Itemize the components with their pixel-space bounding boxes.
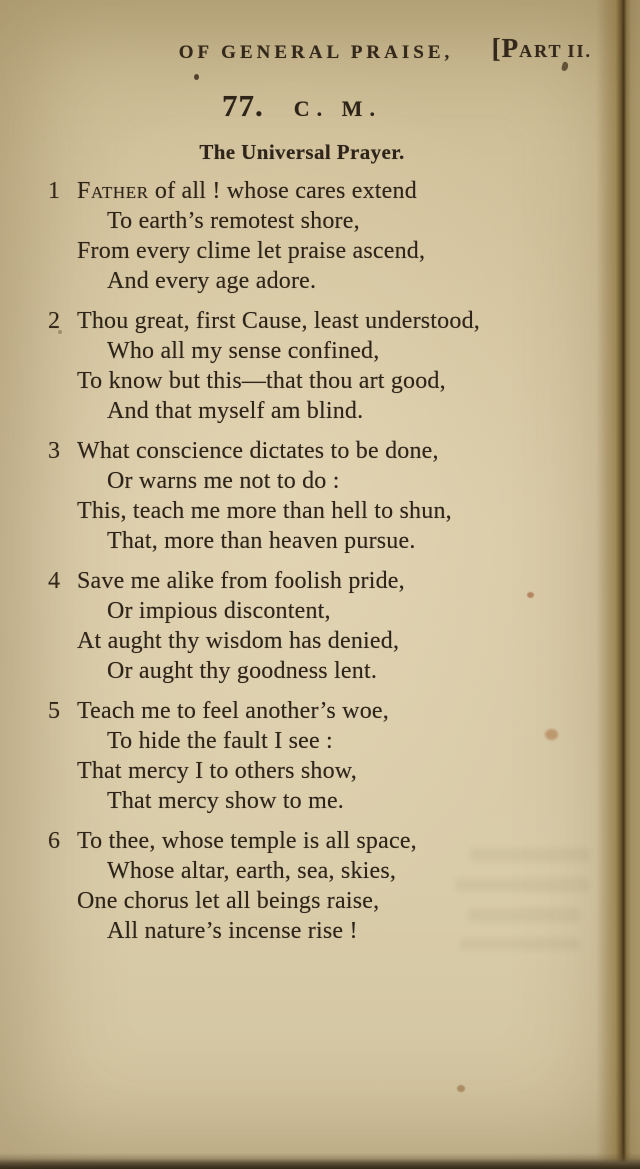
stanza-line: Or warns me not to do : <box>107 468 340 494</box>
stanza-6 <box>50 826 580 946</box>
hymn-text <box>50 176 580 956</box>
stanza-4 <box>50 566 580 686</box>
hymn-number: 77. <box>222 88 264 123</box>
page-edge-right <box>596 0 640 1169</box>
stanza-line <box>77 176 580 206</box>
stanza-line: To know but this—that thou art good, <box>77 368 446 394</box>
stanza-line: At aught thy wisdom has denied, <box>77 628 400 654</box>
stanza-line: Save me alike from foolish pride, <box>77 568 405 594</box>
stanza-number: 2 <box>48 308 61 334</box>
hymn-title: The Universal Prayer. <box>199 140 405 164</box>
stanza-line: This, teach me more than hell to shun, <box>77 498 452 524</box>
stanza-number: 5 <box>48 698 61 724</box>
stanza-line: Who all my sense confined, <box>107 338 380 364</box>
stanza-line: To thee, whose temple is all space, <box>77 828 417 854</box>
hymn-meter: C. M. <box>293 96 382 121</box>
running-header-right-part: ART <box>519 41 563 61</box>
stanza-line-text: of all ! whose cares extend <box>148 178 417 204</box>
stanza-1 <box>50 176 580 296</box>
running-header-right-numeral: II. <box>567 41 592 61</box>
stanza-line: Or impious discontent, <box>107 598 331 624</box>
stanza-line: That mercy show to me. <box>107 788 345 814</box>
hymn-heading <box>0 88 604 124</box>
stanza-line: From every clime let praise ascend, <box>77 238 426 264</box>
stanza-line: To hide the fault I see : <box>107 728 333 754</box>
stanza-line: And that myself am blind. <box>107 398 364 424</box>
stanza-5 <box>50 696 580 816</box>
stanza-line: And every age adore. <box>107 268 317 294</box>
running-header-right <box>492 33 592 64</box>
stanza-line: Whose altar, earth, sea, skies, <box>107 858 397 884</box>
paper-stain <box>457 1085 465 1092</box>
stanza-line: Teach me to feel another’s woe, <box>77 698 389 724</box>
running-header-left: OF GENERAL PRAISE, <box>178 42 454 63</box>
ink-speck <box>194 74 199 80</box>
stanza-line: One chorus let all beings raise, <box>77 888 380 914</box>
stanza-number: 4 <box>48 568 61 594</box>
stanza-number: 6 <box>48 828 61 854</box>
stanza-line: To earth’s remotest shore, <box>107 208 360 234</box>
running-header-right-bracket: [P <box>491 33 520 63</box>
stanza-line: That, more than heaven pursue. <box>107 528 416 554</box>
stanza-number: 3 <box>48 438 61 464</box>
stanza-line: What conscience dictates to be done, <box>77 438 439 464</box>
stanza-2 <box>50 306 580 426</box>
stanza-line: Thou great, first Cause, least understood, <box>77 308 480 334</box>
stanza-opening-word: Father <box>77 178 149 204</box>
stanza-line: All nature’s incense rise ! <box>107 918 358 944</box>
stanza-3 <box>50 436 580 556</box>
stanza-number: 1 <box>48 178 61 204</box>
stanza-line: Or aught thy goodness lent. <box>107 658 378 684</box>
stanza-line: That mercy I to others show, <box>77 758 357 784</box>
page-edge-bottom <box>0 1153 640 1169</box>
